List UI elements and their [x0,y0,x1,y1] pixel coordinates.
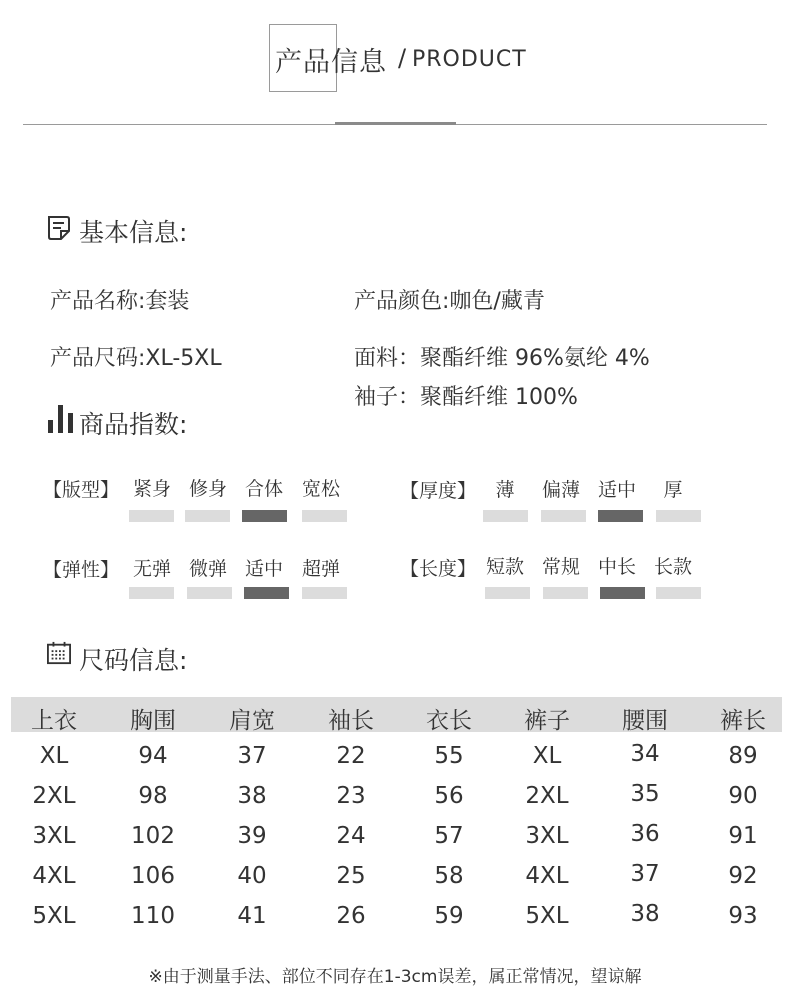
table-cell: 3XL [525,823,569,849]
table-cell: 5XL [525,903,569,929]
table-cell: 24 [336,823,366,849]
fit-bar [302,510,347,522]
thickness-option: 适中 [597,479,636,501]
fit-bar [185,510,230,522]
table-cell: 38 [630,901,660,927]
fit-option: 宽松 [301,478,340,500]
table-header-cell: 衣长 [426,708,472,734]
fit-option: 合体 [244,478,283,500]
table-cell: 37 [237,743,267,769]
fit-label: 【版型】 [43,479,120,501]
product-fabric: 面料：聚酯纤维 96%氨纶 4% [354,346,650,371]
table-cell: 34 [630,741,660,767]
fit-bar [129,510,174,522]
index-title: 商品指数: [79,410,188,439]
table-cell: 26 [336,903,366,929]
table-cell: 2XL [525,783,569,809]
table-cell: 59 [434,903,464,929]
table-header-cell: 胸围 [130,708,176,734]
table-cell: 23 [336,783,366,809]
table-header-cell: 肩宽 [229,708,275,734]
calendar-icon [47,640,71,666]
table-cell: 4XL [32,863,76,889]
table-cell: 41 [237,903,267,929]
table-cell: 89 [728,743,758,769]
length-label: 【长度】 [400,558,477,580]
table-cell: 90 [728,783,758,809]
table-cell: 94 [138,743,168,769]
table-cell: 91 [728,823,758,849]
thickness-bar [598,510,643,522]
thickness-option: 偏薄 [541,479,580,501]
table-cell: 4XL [525,863,569,889]
elasticity-option: 超弹 [301,558,340,580]
header-accent-line [335,122,456,125]
table-cell: 37 [630,861,660,887]
table-cell: 25 [336,863,366,889]
product-size: 产品尺码:XL-5XL [50,346,222,371]
fit-option: 修身 [188,478,227,500]
thickness-option: 薄 [495,479,515,501]
table-header-cell: 裤子 [524,708,570,734]
table-cell: 92 [728,863,758,889]
elasticity-option: 无弹 [132,558,171,580]
table-cell: 110 [131,903,175,929]
page-title-en: PRODUCT [412,47,527,72]
bar-chart-icon [47,402,75,434]
thickness-bar [541,510,586,522]
thickness-bar [483,510,528,522]
length-bar [543,587,588,599]
table-header-cell: 腰围 [622,708,668,734]
table-cell: 55 [434,743,464,769]
table-cell: 5XL [32,903,76,929]
length-option: 短款 [485,556,524,578]
table-cell: 57 [434,823,464,849]
length-bar [485,587,530,599]
table-header-cell: 上衣 [31,708,77,734]
table-cell: XL [39,743,69,769]
fit-bar [242,510,287,522]
table-cell: 35 [630,781,660,807]
notepad-icon [47,215,71,241]
elasticity-bar [129,587,174,599]
length-bar [600,587,645,599]
basic-info-title: 基本信息: [79,218,188,247]
table-cell: 36 [630,821,660,847]
table-cell: 40 [237,863,267,889]
table-cell: 93 [728,903,758,929]
elasticity-bar [302,587,347,599]
thickness-option: 厚 [663,479,683,501]
table-cell: 102 [131,823,175,849]
table-cell: XL [532,743,562,769]
length-option: 中长 [597,556,636,578]
table-cell: 38 [237,783,267,809]
table-cell: 58 [434,863,464,889]
thickness-bar [656,510,701,522]
measurement-note: ※由于测量手法、部位不同存在1-3cm误差，属正常情况，望谅解 [148,967,642,987]
table-header-cell: 裤长 [720,708,766,734]
elasticity-bar [244,587,289,599]
product-name: 产品名称:套装 [50,289,190,314]
size-info-title: 尺码信息: [79,646,188,675]
elasticity-option: 适中 [244,558,283,580]
fit-option: 紧身 [132,478,171,500]
table-cell: 3XL [32,823,76,849]
thickness-label: 【厚度】 [400,480,477,502]
table-cell: 98 [138,783,168,809]
length-option: 长款 [653,556,692,578]
product-sleeve: 袖子：聚酯纤维 100% [354,385,578,410]
product-color: 产品颜色:咖色/藏青 [354,289,545,314]
length-option: 常规 [541,556,580,578]
elasticity-option: 微弹 [188,558,227,580]
table-cell: 2XL [32,783,76,809]
length-bar [656,587,701,599]
table-cell: 106 [131,863,175,889]
page-title: 产品信息 [275,47,387,78]
table-cell: 39 [237,823,267,849]
table-header-cell: 袖长 [328,708,374,734]
table-cell: 22 [336,743,366,769]
elasticity-bar [187,587,232,599]
table-cell: 56 [434,783,464,809]
title-separator: / [398,44,407,72]
elasticity-label: 【弹性】 [43,559,120,581]
